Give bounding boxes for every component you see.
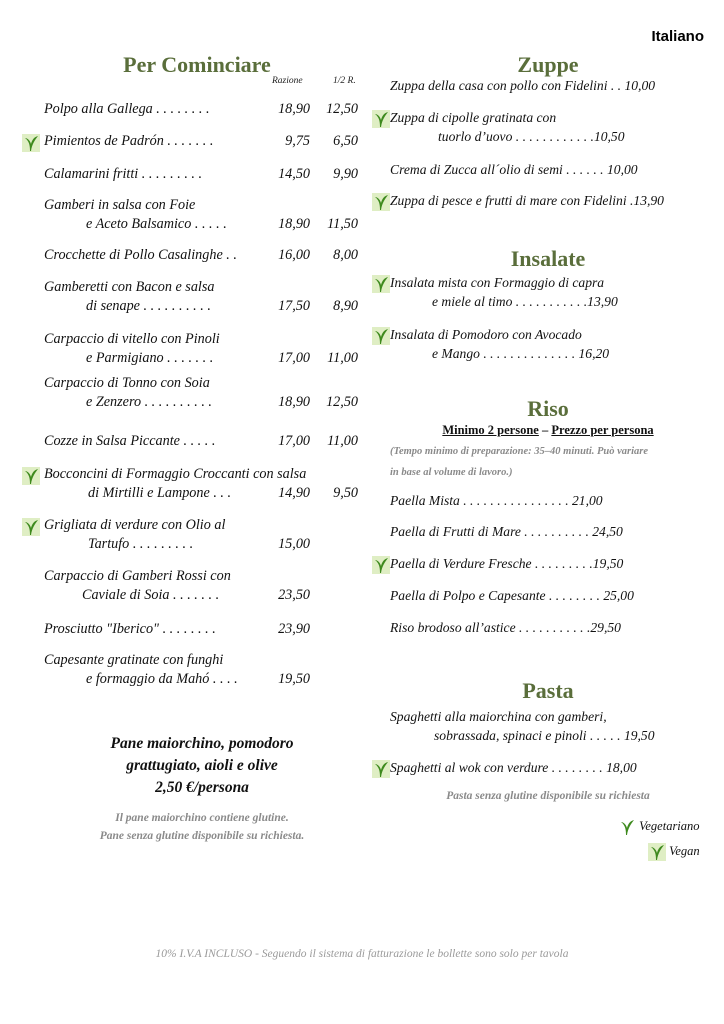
price-half: 12,50 [326, 394, 358, 410]
item-name: Grigliata di verdure con Olio al [44, 517, 226, 533]
price-full: 18,90 [278, 216, 310, 232]
item-line: Zuppa di cipolle gratinata con [390, 110, 557, 125]
price-full: 23,90 [278, 621, 310, 637]
item-line: Riso brodoso all’astice . . . . . . . . . . .29,50 [390, 620, 621, 635]
vegetarian-leaf-icon [372, 275, 390, 293]
price-half: 9,50 [333, 485, 358, 501]
item-line-cont: tuorlo d’uovo . . . . . . . . . . . .10,50 [438, 129, 625, 144]
price-full: 23,50 [278, 587, 310, 603]
pasta-title: Pasta [522, 678, 574, 703]
price-full: 19,50 [278, 671, 310, 687]
rice-subtitle [372, 423, 724, 438]
bread-note-2: Pane senza glutine disponibile su richiesta. [99, 830, 305, 842]
vegetarian-leaf-icon [372, 110, 390, 128]
bread-note-1: Il pane maiorchino contiene glutine. [115, 812, 289, 824]
item-name-cont: di senape . . . . . . . . . . [86, 298, 211, 314]
price-full: 14,50 [278, 166, 310, 182]
item-line: Spaghetti al wok con verdure . . . . . . . . 18,00 [390, 760, 637, 775]
item-name: Carpaccio di vitello con Pinoli [44, 331, 220, 347]
vegetarian-leaf-icon [372, 193, 390, 211]
item-line: Spaghetti alla maiorchina con gamberi, [390, 709, 607, 724]
language-label: Italiano [651, 28, 704, 45]
item-name: Carpaccio di Gamberi Rossi con [44, 568, 231, 584]
price-full: 17,00 [278, 433, 310, 449]
price-half: 8,00 [333, 247, 358, 263]
item-name: Calamarini fritti . . . . . . . . . [44, 166, 203, 182]
item-line: Paella di Frutti di Mare . . . . . . . . . . 24,50 [390, 524, 623, 539]
price-full: 14,90 [278, 485, 310, 501]
price-full: 15,00 [278, 536, 310, 552]
vegetarian-leaf-icon [372, 556, 390, 574]
item-name-cont: e Parmigiano . . . . . . . [86, 350, 214, 366]
price-full: 17,00 [278, 350, 310, 366]
item-name: Prosciutto "Iberico" . . . . . . . . [44, 621, 216, 637]
bread-price: 2,50 €/persona [155, 779, 249, 796]
item-line: Crema di Zucca all´olio di semi . . . . . . 10,00 [390, 162, 638, 177]
col-full-label: Razione [272, 76, 303, 86]
soups-title: Zuppe [517, 52, 579, 77]
vegetarian-leaf-icon [22, 518, 40, 536]
item-name: Gamberetti con Bacon e salsa [44, 279, 215, 295]
price-half: 11,50 [327, 216, 358, 232]
item-line-cont: sobrassada, spinaci e pinoli . . . . . 19,50 [434, 728, 655, 743]
rice-dash: – [538, 423, 552, 437]
item-name: Pimientos de Padrón . . . . . . . [44, 133, 214, 149]
price-half: 12,50 [326, 101, 358, 117]
price-half: 8,90 [333, 298, 358, 314]
vegetarian-leaf-icon [372, 327, 390, 345]
legend-vegan [648, 843, 700, 861]
item-line-cont: e Mango . . . . . . . . . . . . . . 16,20 [432, 346, 610, 361]
item-name: Carpaccio di Tonno con Soia [44, 375, 210, 391]
item-name: Capesante gratinate con funghi [44, 652, 224, 668]
price-full: 9,75 [285, 133, 310, 149]
price-half: 11,00 [327, 433, 358, 449]
item-line: Zuppa della casa con pollo con Fidelini . . 10,00 [390, 78, 656, 93]
item-line: Zuppa di pesce e frutti di mare con Fidelini .13,90 [390, 193, 664, 208]
price-full: 18,90 [278, 101, 310, 117]
footer-note: 10% I.V.A INCLUSO - Seguendo il sistema di fatturazione le bollette sono solo per tavola [155, 948, 569, 960]
item-line: Paella Mista . . . . . . . . . . . . . . . . 21,00 [390, 493, 603, 508]
item-name: Gamberi in salsa con Foie [44, 197, 196, 213]
rice-min-label: Minimo 2 persone [442, 423, 539, 437]
bread-offer [62, 733, 342, 799]
vegetarian-leaf-icon [22, 467, 40, 485]
legend-vegan-label: Vegan [669, 843, 700, 858]
vegetarian-leaf-icon [618, 818, 636, 836]
salads-title: Insalate [510, 246, 586, 271]
item-line: Insalata mista con Formaggio di capra [390, 275, 605, 290]
pasta-note: Pasta senza glutine disponibile su richiesta [446, 790, 650, 802]
rice-note-2: in base al volume di lavoro.) [390, 467, 513, 478]
price-half: 11,00 [327, 350, 358, 366]
vegetarian-leaf-icon [372, 760, 390, 778]
item-name-cont: Tartufo . . . . . . . . . [88, 536, 194, 552]
price-full: 16,00 [278, 247, 310, 263]
item-name-cont: di Mirtilli e Lampone . . . [88, 485, 232, 501]
rice-title: Riso [527, 396, 569, 421]
price-half: 9,90 [333, 166, 358, 182]
col-half-label: 1/2 R. [333, 76, 356, 86]
price-half: 6,50 [333, 133, 358, 149]
legend-vegetarian [618, 818, 700, 836]
starters-title: Per Cominciare [123, 52, 271, 77]
item-name: Bocconcini di Formaggio Croccanti con salsa [44, 466, 307, 482]
rice-note-1: (Tempo minimo di preparazione: 35–40 minuti. Può variare [390, 446, 649, 457]
price-full: 18,90 [278, 394, 310, 410]
item-line-cont: e miele al timo . . . . . . . . . . .13,90 [432, 294, 618, 309]
item-name-cont: e Zenzero . . . . . . . . . . [86, 394, 212, 410]
item-line: Paella di Verdure Fresche . . . . . . . . .19,50 [390, 556, 624, 571]
item-name: Crocchette di Pollo Casalinghe . . [44, 247, 237, 263]
price-full: 17,50 [278, 298, 310, 314]
item-name: Cozze in Salsa Piccante . . . . . [44, 433, 216, 449]
item-name-cont: e Aceto Balsamico . . . . . [86, 216, 227, 232]
vegan-leaf-icon [648, 843, 666, 861]
item-name-cont: e formaggio da Mahó . . . . [86, 671, 238, 687]
item-line: Paella di Polpo e Capesante . . . . . . . . 25,00 [390, 588, 634, 603]
vegetarian-leaf-icon [22, 134, 40, 152]
item-line: Insalata di Pomodoro con Avocado [390, 327, 582, 342]
item-name-cont: Caviale di Soia . . . . . . . [82, 587, 220, 603]
legend-vegetarian-label: Vegetariano [639, 818, 700, 833]
rice-per-label: Prezzo per persona [551, 423, 654, 437]
bread-line-1: Pane maiorchino, pomodoro [110, 735, 294, 752]
bread-line-2: grattugiato, aioli e olive [126, 757, 278, 774]
item-name: Polpo alla Gallega . . . . . . . . [44, 101, 210, 117]
